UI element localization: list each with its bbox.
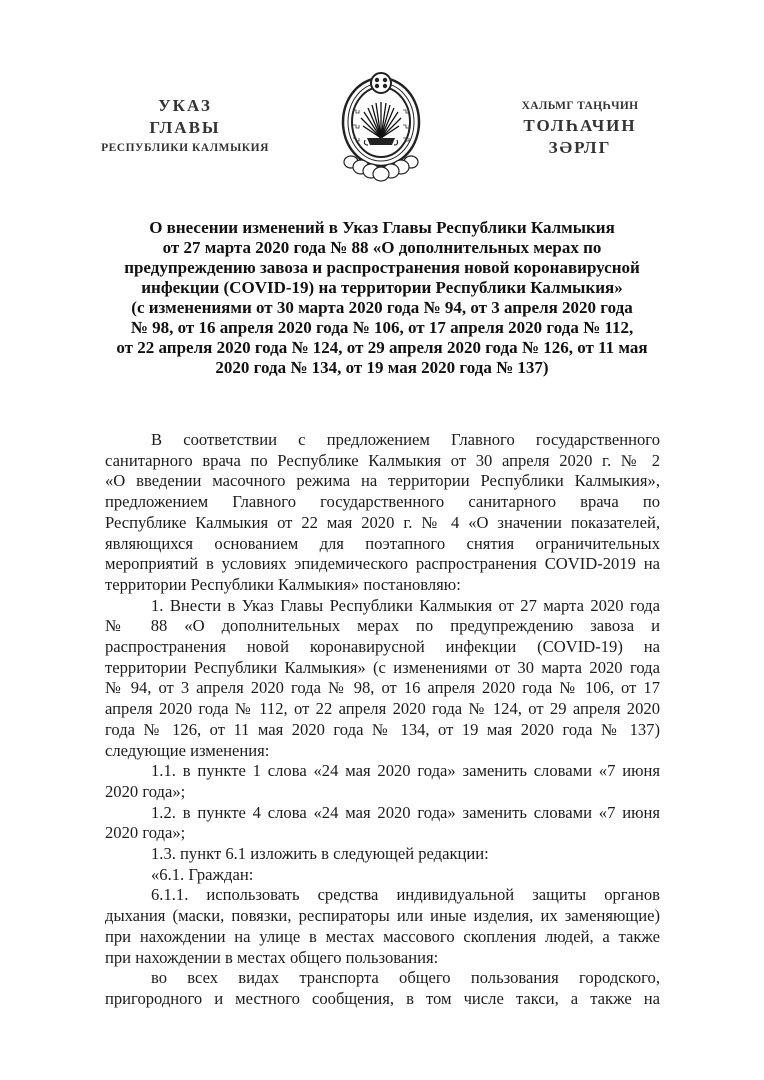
- body-line: 2020 года»;: [105, 823, 186, 843]
- head-label: ГЛАВЫ: [149, 118, 221, 137]
- body-line: территории Республики Калмыкия» (с изменениями от 30 марта 2020 года: [105, 657, 660, 677]
- title-line: 2020 года № 134, от 19 мая 2020 года № 137): [215, 358, 549, 377]
- body-line: № 88 «О дополнительных мерах по предупреждению завоза и: [105, 616, 660, 636]
- body-line: во всех видах транспорта общего пользования городского,: [151, 968, 660, 988]
- body-line: 1. Внести в Указ Главы Республики Калмыкия от 27 марта 2020 года: [151, 595, 660, 615]
- header-right-block: [460, 97, 700, 159]
- body-line: 1.3. пункт 6.1 изложить в следующей редакции:: [151, 844, 489, 864]
- body-line: являющихся основанием для поэтапного снятия ограничительных: [105, 533, 660, 553]
- body-line: 1.1. в пункте 1 слова «24 мая 2020 года» заменить словами «7 июня: [151, 761, 660, 781]
- kalmyk-republic-label: ХАЛЬМГ ТАҢҺЧИН: [521, 100, 639, 112]
- title-line: № 98, от 16 апреля 2020 года № 106, от 17 апреля 2020 года № 112,: [130, 318, 634, 337]
- body-line: «О введении масочного режима на территории Республики Калмыкия»,: [105, 471, 660, 491]
- coat-of-arms-icon: [331, 70, 431, 182]
- body-line: санитарного врача по Республике Калмыкия от 30 апреля 2020 г. № 2: [105, 450, 660, 470]
- document-body: [105, 430, 660, 1010]
- body-line: «6.1. Граждан:: [151, 864, 254, 884]
- decree-label: УКАЗ: [158, 96, 212, 115]
- body-line: при нахождении в местах общего пользования:: [105, 947, 439, 967]
- body-line: территории Республики Калмыкия» постановляю:: [105, 574, 461, 594]
- title-line: предупреждению завоза и распространения новой коронавирусной: [124, 258, 640, 277]
- document-title: [40, 218, 724, 378]
- body-line: В соответствии с предложением Главного государственного: [151, 430, 660, 449]
- body-line: 2020 года»;: [105, 781, 186, 801]
- body-line: апреля 2020 года № 112, от 22 апреля 2020 года № 124, от 29 апреля 2020: [105, 699, 660, 719]
- title-line: (с изменениями от 30 марта 2020 года № 94, от 3 апреля 2020 года: [131, 298, 633, 317]
- body-line: Республике Калмыкия от 22 мая 2020 г. № 4 «О значении показателей,: [105, 512, 660, 532]
- title-line: от 22 апреля 2020 года № 124, от 29 апреля 2020 года № 126, от 11 мая: [116, 338, 648, 357]
- body-line: мероприятий в условиях эпидемического распространения COVID-2019 на: [105, 554, 660, 574]
- body-line: при нахождении на улице в местах массового скопления людей, а также: [105, 926, 660, 946]
- body-line: следующие изменения:: [105, 740, 270, 760]
- kalmyk-head-label: ТОЛҺАЧИН: [523, 116, 637, 135]
- body-line: 6.1.1. использовать средства индивидуальной защиты органов: [151, 885, 660, 905]
- republic-label: РЕСПУБЛИКИ КАЛМЫКИЯ: [101, 142, 269, 154]
- header-left-block: [60, 95, 310, 157]
- title-line: инфекции (COVID-19) на территории Республики Калмыкия»: [141, 278, 623, 297]
- body-line: дыхания (маски, повязки, респираторы или иные изделия, их заменяющие): [105, 906, 660, 926]
- body-line: 1.2. в пункте 4 слова «24 мая 2020 года» заменить словами «7 июня: [151, 802, 660, 822]
- body-line: распространения новой коронавирусной инфекции (COVID-19) на: [105, 637, 660, 657]
- body-line: № 94, от 3 апреля 2020 года № 98, от 16 апреля 2020 года № 106, от 17: [105, 678, 660, 698]
- title-line: от 27 марта 2020 года № 88 «О дополнительных мерах по: [162, 238, 602, 257]
- title-line: О внесении изменений в Указ Главы Республики Калмыкия: [149, 218, 615, 237]
- body-line: предложением Главного государственного санитарного врача по: [105, 492, 660, 512]
- body-line: пригородного и местного сообщения, в том числе такси, а также на: [105, 988, 660, 1008]
- body-line: года № 126, от 11 мая 2020 года № 134, от 19 мая 2020 года № 137): [105, 719, 660, 739]
- kalmyk-decree-label: ЗӘРЛГ: [548, 138, 612, 157]
